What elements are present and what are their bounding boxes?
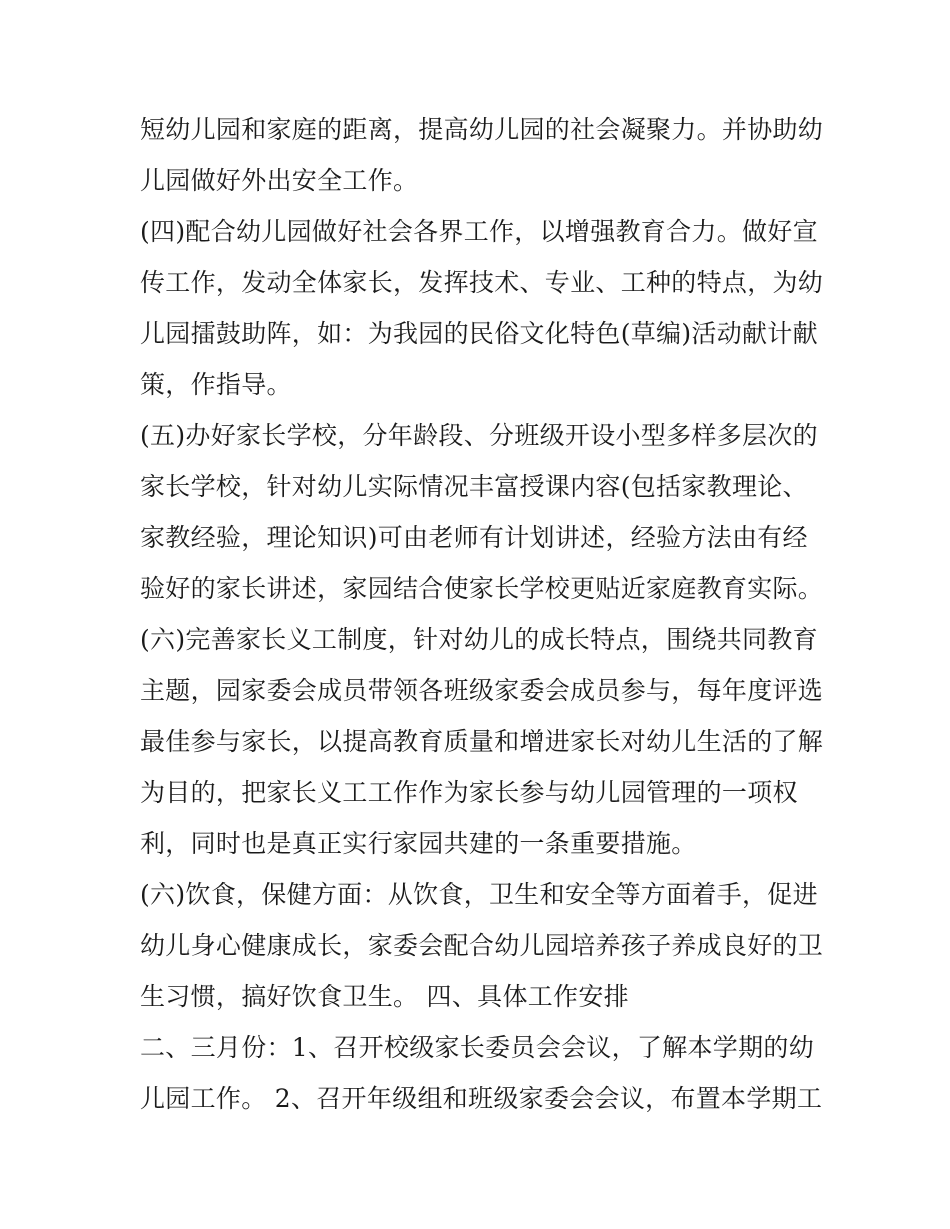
text-line: 验好的家长讲述，家园结合使家长学校更贴近家庭教育实际。 <box>140 574 824 603</box>
text-line: 生习惯，搞好饮食卫生。 四、具体工作安排 <box>140 982 629 1011</box>
text-line: 主题，园家委会成员带领各班级家委会成员参与，每年度评选 <box>140 676 824 705</box>
text-line: (六)完善家长义工制度，针对幼儿的成长特点，围绕共同教育 <box>140 625 818 654</box>
text-line: 儿园工作。 2、召开年级组和班级家委会会议，布置本学期工 <box>140 1084 823 1113</box>
text-line: 传工作，发动全体家长，发挥技术、专业、工种的特点，为幼 <box>140 268 824 297</box>
text-line: 利，同时也是真正实行家园共建的一条重要措施。 <box>140 829 697 858</box>
text-line: 家教经验，理论知识)可由老师有计划讲述，经验方法由有经 <box>140 523 808 552</box>
text-line: (四)配合幼儿园做好社会各界工作，以增强教育合力。做好宣 <box>140 217 818 246</box>
text-line: (五)办好家长学校，分年龄段、分班级开设小型多样多层次的 <box>140 421 818 450</box>
text-line: 幼儿身心健康成长，家委会配合幼儿园培养孩子养成良好的卫 <box>140 931 824 960</box>
text-line: 为目的，把家长义工工作作为家长参与幼儿园管理的一项权 <box>140 778 798 807</box>
text-line: 二、三月份：1、召开校级家长委员会会议，了解本学期的幼 <box>140 1033 815 1062</box>
document-body <box>140 104 824 1124</box>
text-line: 儿园擂鼓助阵，如：为我园的民俗文化特色(草编)活动献计献 <box>140 319 818 348</box>
text-line: (六)饮食，保健方面：从饮食，卫生和安全等方面着手，促进 <box>140 880 818 909</box>
text-line: 儿园做好外出安全工作。 <box>140 166 419 195</box>
text-line: 策，作指导。 <box>140 370 292 399</box>
text-line: 短幼儿园和家庭的距离，提高幼儿园的社会凝聚力。并协助幼 <box>140 115 824 144</box>
text-line: 家长学校，针对幼儿实际情况丰富授课内容(包括家教理论、 <box>140 472 808 501</box>
text-line: 最佳参与家长，以提高教育质量和增进家长对幼儿生活的了解 <box>140 727 824 756</box>
